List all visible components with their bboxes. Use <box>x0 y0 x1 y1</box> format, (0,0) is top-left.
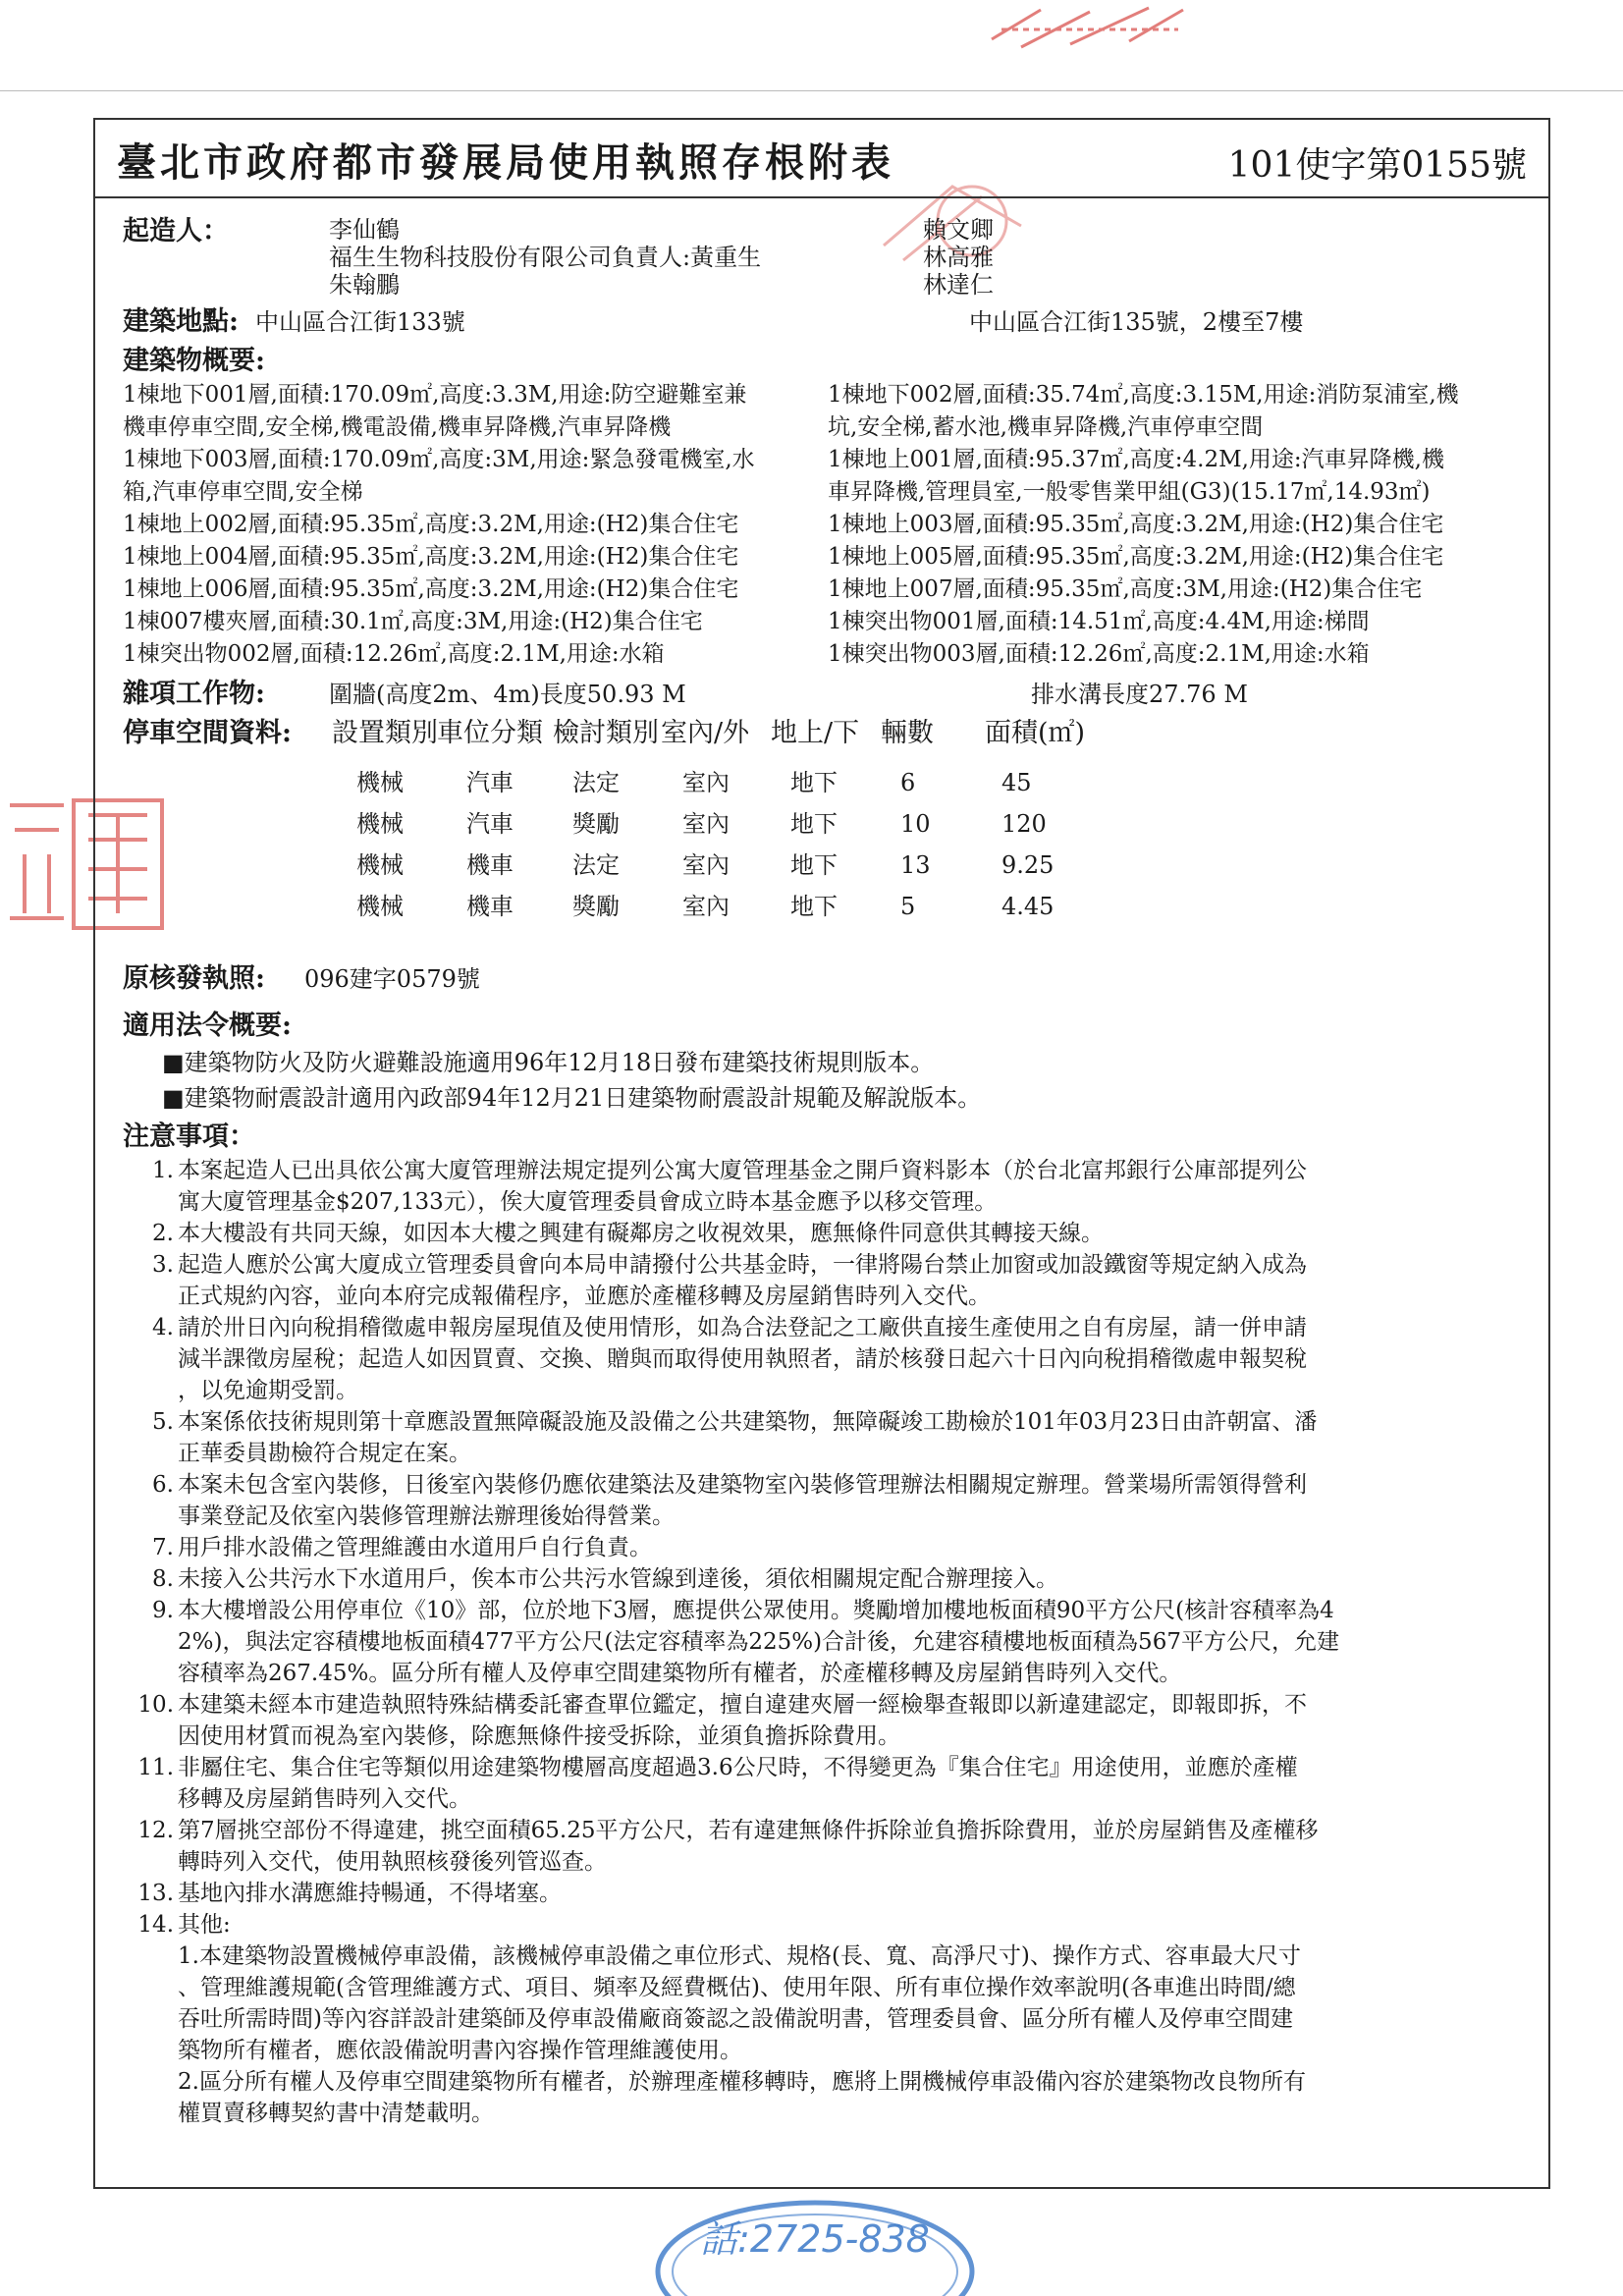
overview-line: 1棟地上004層,面積:95.35㎡,高度:3.2M,用途:(H2)集合住宅 <box>123 544 739 571</box>
note-line: 本建築未經本市建造執照特殊結構委託審查單位鑑定，擅自違建夾層一經檢舉查報即以新違建認定，即報即拆，不 <box>178 1692 1307 1719</box>
applicant-name: 福生生物科技股份有限公司負責人:黃重生 <box>329 244 762 271</box>
overview-line: 1棟007樓夾層,面積:30.1㎡,高度:3M,用途:(H2)集合住宅 <box>123 609 703 635</box>
overview-grid <box>123 379 1527 671</box>
note-text <box>178 1532 1527 1563</box>
original-permit-section <box>123 961 1527 1001</box>
regulations-label: 適用法令概要: <box>123 1011 292 1042</box>
misc-works-label: 雜項工作物: <box>123 679 265 710</box>
parking-cell: 4.45 <box>1001 893 1055 921</box>
overview-line: 1棟突出物003層,面積:12.26㎡,高度:2.1M,用途:水箱 <box>828 641 1370 668</box>
note-number: 14. <box>137 1912 174 1939</box>
note-sub-line: 2.區分所有權人及停車空間建築物所有權者，於辦理產權移轉時，應將上開機械停車設備內容於建築物改良物所有 <box>178 2069 1306 2096</box>
parking-cell: 汽車 <box>466 810 514 839</box>
applicant-name: 林達仁 <box>923 271 994 299</box>
note-line: 轉時列入交代，使用執照核發後列管巡查。 <box>178 1849 607 1876</box>
parking-cell: 6 <box>900 769 916 797</box>
regulations-section <box>123 1009 1527 1115</box>
note-text <box>178 1595 1527 1689</box>
parking-cell: 汽車 <box>466 769 514 797</box>
parking-cell: 法定 <box>572 851 620 880</box>
regulation-item: ■建築物耐震設計適用內政部94年12月21日建築物耐震設計規範及解說版本。 <box>162 1083 982 1112</box>
note-text <box>178 1815 1527 1878</box>
note-line: 其他: <box>178 1912 231 1939</box>
applicant-name: 朱翰鵬 <box>329 271 400 299</box>
parking-cell: 機械 <box>356 851 404 880</box>
site-section <box>123 304 1527 344</box>
overview-line: 1棟突出物002層,面積:12.26㎡,高度:2.1M,用途:水箱 <box>123 641 665 668</box>
misc-works-item: 圍牆(高度2m、4m)長度50.93 M <box>329 681 686 709</box>
note-number: 11. <box>137 1755 174 1781</box>
note-line: 用戶排水設備之管理維護由水道用戶自行負責。 <box>178 1535 652 1561</box>
note-line: 基地內排水溝應維持暢通，不得堵塞。 <box>178 1881 562 1907</box>
blue-stamp-text: 話:2725-838 <box>700 2217 930 2261</box>
parking-cell: 機車 <box>466 851 514 880</box>
overview-line: 1棟地下002層,面積:35.74㎡,高度:3.15M,用途:消防泵浦室,機 <box>828 382 1459 409</box>
site-label: 建築地點: <box>123 306 239 337</box>
document-frame <box>93 118 1550 2189</box>
note-text <box>178 1878 1527 1909</box>
note-item <box>123 1312 1527 1406</box>
overview-section <box>123 344 1527 671</box>
note-line: 本大樓增設公用停車位《10》部，位於地下3層，應提供公眾使用。獎勵增加樓地板面積90平方公尺(核計容積率為4 <box>178 1598 1334 1624</box>
overview-line: 車昇降機,管理員室,一般零售業甲組(G3)(15.17㎡,14.93㎡) <box>828 479 1431 506</box>
overview-line: 1棟地上005層,面積:95.35㎡,高度:3.2M,用途:(H2)集合住宅 <box>828 544 1444 571</box>
note-line: 未接入公共污水下水道用戶，俟本市公共污水管線到達後，須依相關規定配合辦理接入。 <box>178 1566 1058 1593</box>
note-line: 正式規約內容，並向本府完成報備程序，並應於產權移轉及房屋銷售時列入交代。 <box>178 1284 991 1310</box>
parking-cell: 室內 <box>682 810 730 839</box>
overview-line: 1棟地上002層,面積:95.35㎡,高度:3.2M,用途:(H2)集合住宅 <box>123 512 739 538</box>
regulation-item: ■建築物防火及防火避難設施適用96年12月18日發布建築技術規則版本。 <box>162 1048 935 1076</box>
parking-cell: 機械 <box>356 810 404 839</box>
blue-phone-stamp-icon <box>648 2178 982 2296</box>
note-number: 8. <box>152 1566 174 1593</box>
note-item <box>123 1155 1527 1218</box>
parking-header: 地上/下 <box>771 718 860 749</box>
note-line: 起造人應於公寓大廈成立管理委員會向本局申請撥付公共基金時，一律將陽台禁止加窗或加設鐵窗等規定納入成為 <box>178 1252 1307 1279</box>
overview-line: 1棟地上001層,面積:95.37㎡,高度:4.2M,用途:汽車昇降機,機 <box>828 447 1444 473</box>
note-text <box>178 1218 1527 1249</box>
parking-cell: 法定 <box>572 769 620 797</box>
applicant-name: 林高雅 <box>923 244 994 271</box>
misc-works-section <box>123 677 1527 716</box>
note-text <box>178 1563 1527 1595</box>
note-item <box>123 1532 1527 1563</box>
note-number: 12. <box>137 1818 174 1844</box>
note-number: 6. <box>152 1472 174 1499</box>
note-text <box>178 1406 1527 1469</box>
note-item <box>123 1878 1527 1909</box>
applicant-name: 李仙鶴 <box>329 216 400 244</box>
note-number: 9. <box>152 1598 174 1624</box>
overview-line: 1棟地下003層,面積:170.09㎡,高度:3M,用途:緊急發電機室,水 <box>123 447 755 473</box>
applicants-label: 起造人： <box>123 216 229 246</box>
note-text <box>178 1469 1527 1532</box>
note-text <box>178 1689 1527 1752</box>
note-number: 2. <box>152 1221 174 1247</box>
note-text <box>178 1312 1527 1406</box>
note-item <box>123 1249 1527 1312</box>
note-sub-line: 築物所有權者，應依設備說明書內容操作管理維護使用。 <box>178 2038 742 2064</box>
note-line: 請於卅日內向稅捐稽徵處申報房屋現值及使用情形，如為合法登記之工廠供直接生產使用之自有房屋，請一併申請 <box>178 1315 1307 1341</box>
parking-cell: 10 <box>900 810 931 839</box>
overview-line: 1棟地上003層,面積:95.35㎡,高度:3.2M,用途:(H2)集合住宅 <box>828 512 1444 538</box>
note-line: 容積率為267.45%。區分所有權人及停車空間建築物所有權者，於產權移轉及房屋銷售時列入交代。 <box>178 1661 1182 1687</box>
applicant-name: 賴文卿 <box>923 216 994 244</box>
overview-label: 建築物概要: <box>123 346 265 376</box>
parking-cell: 機械 <box>356 893 404 921</box>
parking-cell: 機械 <box>356 769 404 797</box>
permit-number: 101使字第0155號 <box>1227 145 1527 186</box>
overview-line: 1棟地上006層,面積:95.35㎡,高度:3.2M,用途:(H2)集合住宅 <box>123 576 739 603</box>
note-item <box>123 1815 1527 1878</box>
note-item <box>123 1563 1527 1595</box>
note-line: 本大樓設有共同天線，如因本大樓之興建有礙鄰房之收視效果，應無條件同意供其轉接天線。 <box>178 1221 1104 1247</box>
note-line: 因使用材質而視為室內裝修，除應無條件接受拆除，並須負擔拆除費用。 <box>178 1723 900 1750</box>
title-bar <box>95 120 1548 198</box>
overview-line: 1棟地下001層,面積:170.09㎡,高度:3.3M,用途:防空避難室兼 <box>123 382 747 409</box>
parking-cell: 獎勵 <box>572 893 620 921</box>
parking-cell: 13 <box>900 851 931 880</box>
parking-table <box>123 716 1527 961</box>
parking-header: 面積(㎡) <box>985 718 1086 749</box>
overview-line: 坑,安全梯,蓄水池,機車昇降機,汽車停車空間 <box>828 414 1264 441</box>
note-sub-line: 權買賣移轉契約書中清楚載明。 <box>178 2101 494 2127</box>
parking-label: 停車空間資料: <box>123 718 292 749</box>
note-line: 本案未包含室內裝修，日後室內裝修仍應依建築法及建築物室內裝修管理辦法相關規定辦理。營業場所需領得營利 <box>178 1472 1307 1499</box>
note-sub-line: 1.本建築物設置機械停車設備，該機械停車設備之車位形式、規格(長、寬、高淨尺寸)、操作方式、容車最大尺寸 <box>178 1943 1301 1970</box>
document-title: 臺北市政府都市發展局使用執照存根附表 <box>117 139 894 186</box>
parking-cell: 45 <box>1001 769 1032 797</box>
misc-works-item: 排水溝長度27.76 M <box>1031 681 1248 709</box>
note-sub-line: 、管理維護規範(含管理維護方式、項目、頻率及經費概估)、使用年限、所有車位操作效率說明(各車進出時間/總 <box>178 1975 1296 2001</box>
notes-section <box>123 1120 1527 2129</box>
parking-header: 設置類別 <box>332 718 438 749</box>
note-line: 事業登記及依室內裝修管理辦法辦理後始得營業。 <box>178 1503 675 1530</box>
note-line: 2%)，與法定容積樓地板面積477平方公尺(法定容積率為225%)合計後，允建容積樓地板面積為567平方公尺，允建 <box>178 1629 1339 1656</box>
note-line: 減半課徵房屋稅；起造人如因買賣、交換、贈與而取得使用執照者，請於核發日起六十日內向稅捐稽徵處申報契稅 <box>178 1346 1307 1373</box>
overview-line: 1棟突出物001層,面積:14.51㎡,高度:4.4M,用途:梯間 <box>828 609 1370 635</box>
notes-sub-list <box>123 1941 1527 2129</box>
note-line: 非屬住宅、集合住宅等類似用途建築物樓層高度超過3.6公尺時，不得變更為『集合住宅』用途使用，並應於產權 <box>178 1755 1298 1781</box>
parking-cell: 室內 <box>682 893 730 921</box>
parking-cell: 地下 <box>790 851 838 880</box>
document-body <box>123 214 1527 2129</box>
note-item <box>123 1469 1527 1532</box>
original-permit-label: 原核發執照: <box>123 963 265 995</box>
parking-cell: 機車 <box>466 893 514 921</box>
notes-label: 注意事項： <box>123 1121 255 1152</box>
note-number: 7. <box>152 1535 174 1561</box>
overview-line: 1棟地上007層,面積:95.35㎡,高度:3M,用途:(H2)集合住宅 <box>828 576 1423 603</box>
parking-cell: 地下 <box>790 810 838 839</box>
site-address: 中山區合江街135號，2樓至7樓 <box>969 308 1304 336</box>
parking-header: 檢討類別 <box>553 718 659 749</box>
note-item <box>123 1218 1527 1249</box>
note-number: 10. <box>137 1692 174 1719</box>
note-number: 5. <box>152 1409 174 1436</box>
note-line: 移轉及房屋銷售時列入交代。 <box>178 1786 471 1813</box>
red-stamp-top-icon <box>982 0 1198 59</box>
note-line: 本案起造人已出具依公寓大廈管理辦法規定提列公寓大廈管理基金之開戶資料影本（於台北富邦銀行公庫部提列公 <box>178 1158 1307 1184</box>
note-number: 3. <box>152 1252 174 1279</box>
scan-line <box>0 90 1623 91</box>
note-item <box>123 1752 1527 1815</box>
parking-cell: 9.25 <box>1001 851 1055 880</box>
site-address: 中山區合江街133號 <box>255 308 465 336</box>
notes-list <box>123 1155 1527 1941</box>
parking-cell: 室內 <box>682 769 730 797</box>
parking-cell: 120 <box>1001 810 1047 839</box>
applicants-section <box>123 214 1527 304</box>
note-line: 本案係依技術規則第十章應設置無障礙設施及設備之公共建築物，無障礙竣工勘檢於101年03月23日由許朝富、潘 <box>178 1409 1318 1436</box>
note-number: 13. <box>137 1881 174 1907</box>
parking-header: 車位分類 <box>437 718 543 749</box>
note-text <box>178 1909 1527 1941</box>
overview-line: 機車停車空間,安全梯,機電設備,機車昇降機,汽車昇降機 <box>123 414 672 441</box>
note-number: 1. <box>152 1158 174 1184</box>
note-text <box>178 1752 1527 1815</box>
parking-cell: 室內 <box>682 851 730 880</box>
parking-cell: 5 <box>900 893 916 921</box>
note-item <box>123 1909 1527 1941</box>
note-line: 正華委員勘檢符合規定在案。 <box>178 1441 471 1467</box>
parking-header: 輛數 <box>881 718 934 749</box>
note-line: 寓大廈管理基金$207,133元），俟大廈管理委員會成立時本基金應予以移交管理。 <box>178 1189 998 1216</box>
note-text <box>178 1155 1527 1218</box>
parking-header: 室內/外 <box>661 718 750 749</box>
note-sub-line: 吞吐所需時間)等內容詳設計建築師及停車設備廠商簽認之設備說明書，管理委員會、區分所有權人及停車空間建 <box>178 2006 1293 2033</box>
parking-cell: 獎勵 <box>572 810 620 839</box>
parking-cell: 地下 <box>790 769 838 797</box>
note-text <box>178 1249 1527 1312</box>
note-line: 第7層挑空部份不得違建，挑空面積65.25平方公尺，若有違建無條件拆除並負擔拆除費用，並於房屋銷售及產權移 <box>178 1818 1319 1844</box>
note-item <box>123 1406 1527 1469</box>
note-line: ，以免逾期受罰。 <box>178 1378 358 1404</box>
note-number: 4. <box>152 1315 174 1341</box>
note-item <box>123 1595 1527 1689</box>
overview-line: 箱,汽車停車空間,安全梯 <box>123 479 363 506</box>
original-permit-value: 096建字0579號 <box>304 965 480 994</box>
parking-cell: 地下 <box>790 893 838 921</box>
note-item <box>123 1689 1527 1752</box>
